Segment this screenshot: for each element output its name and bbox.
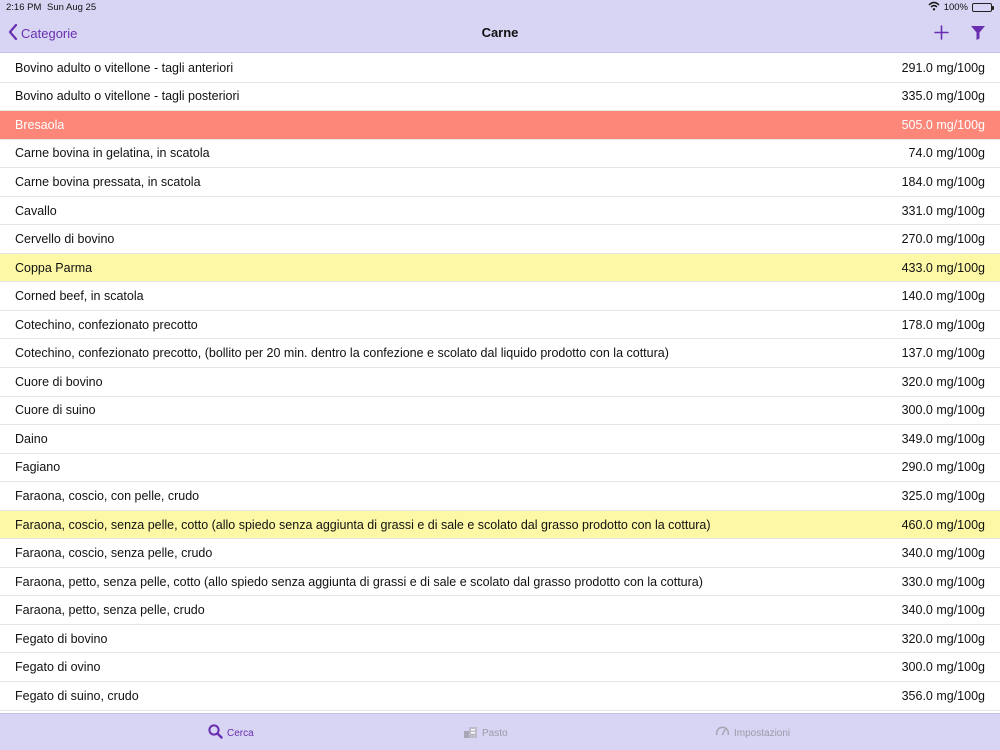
list-item-name: Faraona, petto, senza pelle, crudo: [15, 603, 205, 618]
chevron-left-icon: [8, 24, 21, 43]
list-item-name: Faraona, coscio, senza pelle, crudo: [15, 546, 213, 561]
list-item[interactable]: [0, 83, 1000, 112]
list-item[interactable]: [0, 339, 1000, 368]
list-item[interactable]: [0, 482, 1000, 511]
wifi-icon: [928, 1, 940, 14]
battery-percent: 100%: [943, 2, 968, 13]
list-item-value: 178.0 mg/100g: [901, 317, 985, 332]
list-item-name: Carne bovina in gelatina, in scatola: [15, 146, 210, 161]
list-item-value: 270.0 mg/100g: [901, 232, 985, 247]
list-item-name: Cotechino, confezionato precotto, (bollito per 20 min. dentro la confezione e scolato dal liquido prodotto con la cottura): [15, 346, 669, 361]
list-item-value: 340.0 mg/100g: [901, 546, 985, 561]
list-item[interactable]: [0, 539, 1000, 568]
list-item-value: 325.0 mg/100g: [901, 488, 985, 503]
list-item[interactable]: [0, 282, 1000, 311]
meal-icon: [463, 724, 482, 742]
list-item-value: 349.0 mg/100g: [901, 431, 985, 446]
list-item[interactable]: [0, 454, 1000, 483]
list-item-name: Cotechino, confezionato precotto: [15, 317, 198, 332]
tab-pasto[interactable]: [463, 724, 508, 742]
list-item[interactable]: [0, 397, 1000, 426]
status-right: [928, 1, 992, 14]
navigation-bar: [0, 14, 1000, 53]
list-item-value: 505.0 mg/100g: [901, 117, 985, 132]
list-item[interactable]: [0, 568, 1000, 597]
filter-button[interactable]: [970, 24, 986, 46]
list-item-value: 460.0 mg/100g: [901, 517, 985, 532]
list-item-name: Fagiano: [15, 460, 61, 475]
list-item[interactable]: [0, 54, 1000, 83]
list-item[interactable]: [0, 168, 1000, 197]
list-item-value: 320.0 mg/100g: [901, 374, 985, 389]
list-item[interactable]: [0, 625, 1000, 654]
list-item-value: 137.0 mg/100g: [901, 346, 985, 361]
list-item-name: Bovino adulto o vitellone - tagli anteriori: [15, 60, 234, 75]
list-item[interactable]: [0, 425, 1000, 454]
search-icon: [208, 724, 227, 742]
list-item-value: 335.0 mg/100g: [901, 89, 985, 104]
list-item-name: Fegato di bovino: [15, 631, 108, 646]
list-item-name: Daino: [15, 431, 48, 446]
list-item-value: 433.0 mg/100g: [901, 260, 985, 275]
list-item-name: Cuore di suino: [15, 403, 96, 418]
back-button-label: Categorie: [21, 26, 78, 41]
list-item-value: 330.0 mg/100g: [901, 574, 985, 589]
list-item-value: 340.0 mg/100g: [901, 603, 985, 618]
list-item-name: Cavallo: [15, 203, 57, 218]
add-button[interactable]: [933, 24, 950, 46]
list-item[interactable]: [0, 682, 1000, 711]
list-item-value: 300.0 mg/100g: [901, 403, 985, 418]
back-button[interactable]: [8, 24, 77, 43]
list-item-name: Cuore di bovino: [15, 374, 103, 389]
status-date: Sun Aug 25: [47, 2, 97, 13]
tab-impostazioni[interactable]: [715, 724, 790, 742]
tab-label: Cerca: [227, 727, 254, 739]
list-item[interactable]: [0, 254, 1000, 283]
list-item[interactable]: [0, 311, 1000, 340]
list-item-name: Cervello di bovino: [15, 232, 115, 247]
tab-label: Pasto: [482, 727, 508, 739]
list-item[interactable]: [0, 653, 1000, 682]
list-item-value: 291.0 mg/100g: [901, 60, 985, 75]
list-item-value: 140.0 mg/100g: [901, 289, 985, 304]
tab-bar: [0, 713, 1000, 750]
list-item-value: 320.0 mg/100g: [901, 631, 985, 646]
list-item-name: Faraona, coscio, con pelle, crudo: [15, 488, 200, 503]
list-item-name: Faraona, coscio, senza pelle, cotto (allo spiedo senza aggiunta di grassi e di sale e scolato dal grasso prodotto con la cottura): [15, 517, 711, 532]
page-title: Carne: [481, 25, 519, 40]
list-item-value: 290.0 mg/100g: [901, 460, 985, 475]
list-item-name: Fegato di suino, crudo: [15, 688, 139, 703]
list-item[interactable]: [0, 111, 1000, 140]
list-item-name: Fegato di ovino: [15, 660, 101, 675]
list-item-value: 74.0 mg/100g: [908, 146, 985, 161]
list-item-name: Bresaola: [15, 117, 65, 132]
list-item-value: 356.0 mg/100g: [901, 688, 985, 703]
food-list: [0, 54, 1000, 712]
page-title-container: [0, 25, 1000, 40]
list-item-value: 300.0 mg/100g: [901, 660, 985, 675]
gauge-icon: [715, 724, 734, 742]
filter-icon: [970, 28, 986, 45]
list-item[interactable]: [0, 225, 1000, 254]
tab-label: Impostazioni: [734, 727, 791, 739]
tab-cerca[interactable]: [208, 724, 254, 742]
list-item-name: Faraona, petto, senza pelle, cotto (allo spiedo senza aggiunta di grassi e di sale e scolato dal grasso prodotto con la cottura): [15, 574, 703, 589]
list-item[interactable]: [0, 368, 1000, 397]
status-bar: [0, 0, 1000, 14]
list-item[interactable]: [0, 596, 1000, 625]
plus-icon: [933, 28, 950, 45]
list-item-name: Bovino adulto o vitellone - tagli posteriori: [15, 89, 240, 104]
battery-icon: [972, 3, 992, 12]
list-item-name: Carne bovina pressata, in scatola: [15, 174, 201, 189]
status-time: 2:16 PM: [6, 2, 42, 13]
list-item-value: 331.0 mg/100g: [901, 203, 985, 218]
list-item[interactable]: [0, 140, 1000, 169]
list-item-name: Coppa Parma: [15, 260, 93, 275]
list-item-value: 184.0 mg/100g: [901, 174, 985, 189]
list-item[interactable]: [0, 197, 1000, 226]
list-item-name: Corned beef, in scatola: [15, 289, 144, 304]
list-item[interactable]: [0, 511, 1000, 540]
